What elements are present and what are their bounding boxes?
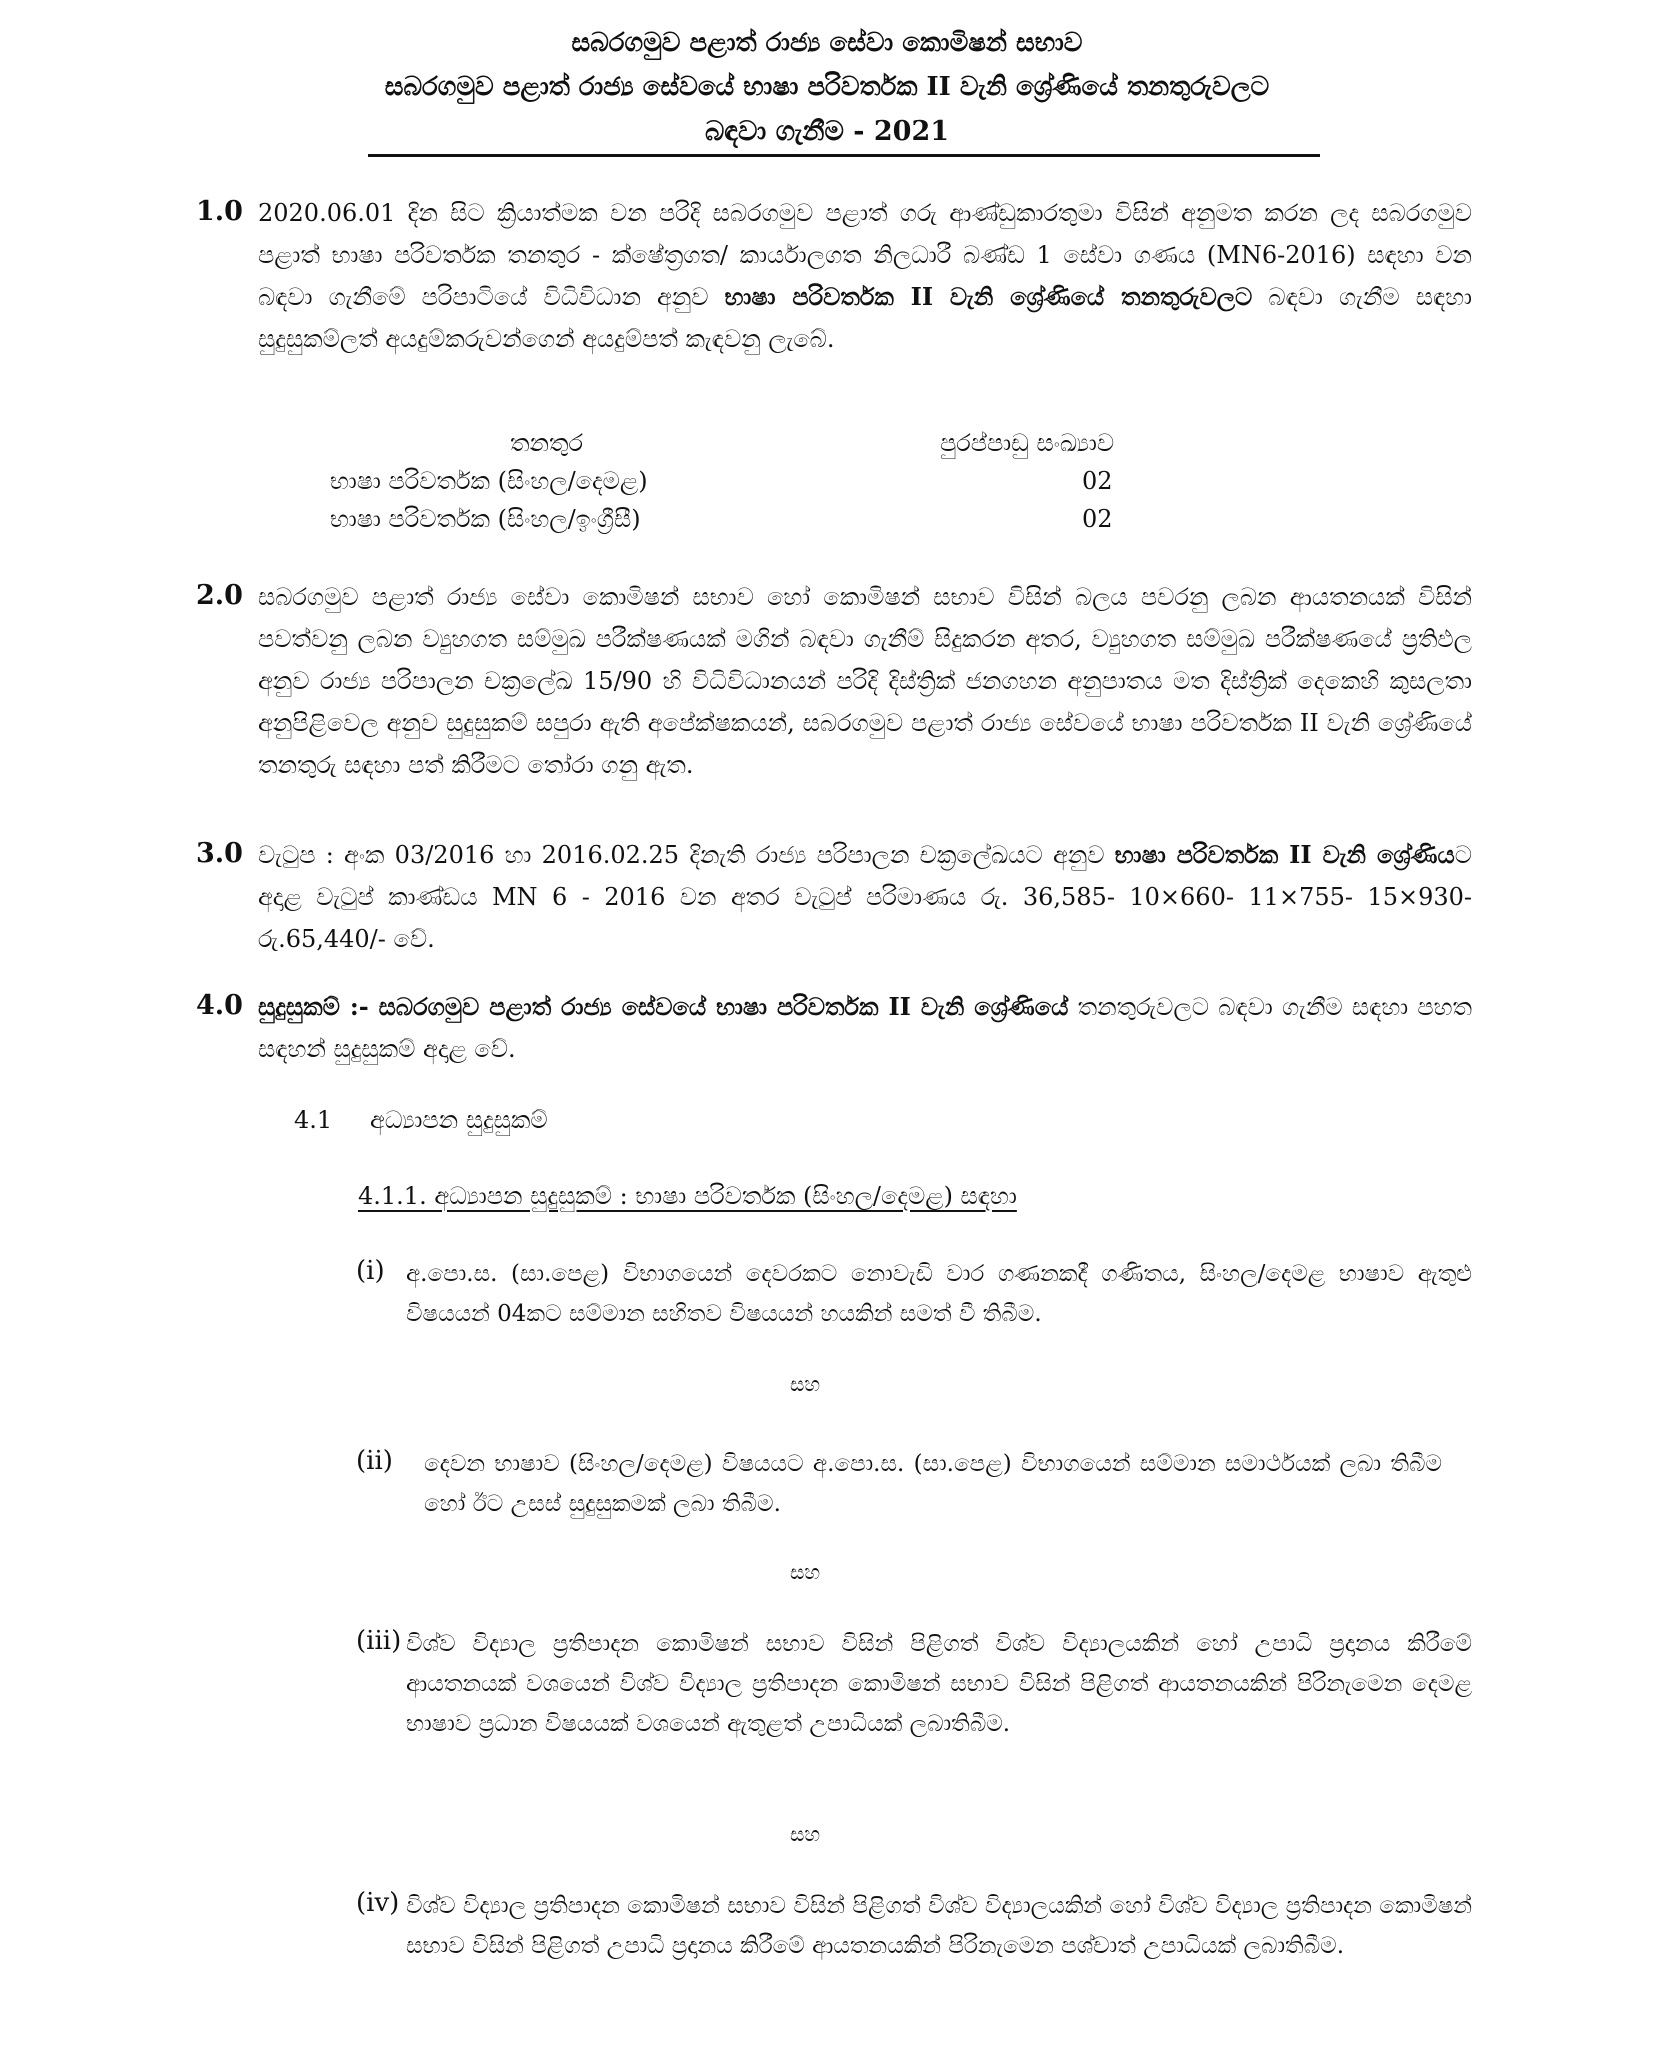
header-rule bbox=[368, 154, 1320, 157]
section-3-text-a: වැටුප : අංක 03/2016 හා 2016.02.25 දිනැති රාජ්‍ය පරිපාලන චක්‍රලේඛයට අනුව bbox=[258, 841, 1115, 869]
section-3-text bbox=[258, 834, 1472, 960]
conjunction-saha-1: සහ bbox=[790, 1372, 821, 1396]
section-4-text-b: තනතුරුවලට බඳවා ගැනීම සඳහා පහත සඳහන් සුදුසුකම් අදාළ වේ. bbox=[258, 993, 1472, 1063]
section-1-text-bold: භාෂා පරිවර්තක II වැනි ශ්‍රේණියේ තනතුරුවලට bbox=[724, 282, 1253, 311]
header-recruitment-year: බඳවා ගැනීම - 2021 bbox=[704, 116, 950, 147]
section-4-text bbox=[258, 986, 1472, 1070]
posts-table-row-2-post: භාෂා පරිවර්තක (සිංහල/ඉංග්‍රීසී) bbox=[330, 505, 641, 533]
subsection-4-1-title: අධ්‍යාපන සුදුසුකම් bbox=[370, 1106, 548, 1134]
posts-table-header-vacancies: පුරප්පාඩු සංඛ්‍යාව bbox=[940, 429, 1115, 457]
section-3-text-bold: භාෂා පරිවර්තක II වැනි ශ්‍රේණිය bbox=[1114, 840, 1455, 869]
section-1-text-a: 2020.06.01 දින සිට ක්‍රියාත්මක වන පරිදි සබරගමුව පළාත් ගරු ආණ්ඩුකාරතුමා විසින් අනුමත කරන ලද සබරගමුව පළාත් භාෂා පරිවර්තක තනතුර - ක්ෂේත්‍රගත/ කාර්යාලගත නිලධාරී බණ්ඩ 1 සේවා ගණය (MN6-2016) සඳහා වන බඳවා ගැනීමේ පරිපාටියේ විධිවිධාන අනුව bbox=[258, 199, 1472, 311]
subsection-4-1-number: 4.1 bbox=[294, 1106, 333, 1134]
item-ii-text: දෙවන භාෂාව (සිංහල/දෙමළ) විෂයයට අ.පො.ස. (සා.පෙළ) විභාගයෙන් සම්මාන සමාර්ථයක් ලබා තිබීම හෝ ඊට උසස් සුදුසුකමක් ලබා තිබීම. bbox=[424, 1451, 1442, 1517]
conjunction-saha-3: සහ bbox=[790, 1822, 821, 1846]
posts-table-header-post: තනතුර bbox=[510, 429, 583, 457]
section-2-number: 2.0 bbox=[196, 580, 243, 611]
header-post-title: සබරගමුව පළාත් රාජ්‍ය සේවයේ භාෂා පරිවර්තක II වැනි ශ්‍රේණියේ තනතුරුවලට bbox=[384, 72, 1270, 102]
item-iii-number: (iii) bbox=[356, 1626, 402, 1656]
section-4-text-bold: සුදුසුකම් :- සබරගමුව පළාත් රාජ්‍ය සේවයේ භාෂා පරිවර්තක II වැනි ශ්‍රේණියේ bbox=[258, 992, 1069, 1021]
subsection-4-1-1-heading: 4.1.1. අධ්‍යාපන සුදුසුකම් : භාෂා පරිවර්තක (සිංහල/දෙමළ) සඳහා bbox=[358, 1182, 1017, 1210]
item-i-number: (i) bbox=[356, 1256, 385, 1286]
section-2-text: සබරගමුව පළාත් රාජ්‍ය සේවා කොමිෂන් සභාව හෝ කොමිෂන් සභාව විසින් බලය පවරනු ලබන ආයතනයක් විසින් පවත්වනු ලබන ව්‍යුහගත සම්මුඛ පරීක්ෂණයක් මගින් බඳවා ගැනීම් සිදුකරන අතර, ව්‍යුහගත සම්මුඛ පරීක්ෂණයේ ප්‍රතිඵල අනුව රාජ්‍ය පරිපාලන චක්‍රලේඛ 15/90 හි විධිවිධානයන් පරිදි දිස්ත්‍රික් ජනගහන අනුපාතය මත දිස්ත්‍රික් දෙකෙහි කුසලතා අනුපිළිවෙල අනුව සුදුසුකම් සපුරා ඇති අපේක්ෂකයන්, සබරගමුව පළාත් රාජ්‍ය සේවයේ භාෂා පරිවර්තක II වැනි ශ්‍රේණියේ තනතුරු සඳහා පත් කිරීමට තෝරා ගනු ඇත. bbox=[258, 583, 1472, 779]
section-1-number: 1.0 bbox=[196, 196, 243, 227]
posts-table-row-1-post: භාෂා පරිවර්තක (සිංහල/දෙමළ) bbox=[330, 467, 648, 495]
header-commission-name: සබරගමුව පළාත් රාජ්‍ය සේවා කොමිෂන් සභාව bbox=[571, 28, 1083, 58]
posts-table-row-1-count: 02 bbox=[1082, 467, 1113, 495]
posts-table-row-2-count: 02 bbox=[1082, 505, 1113, 533]
section-3-text-b: ට අදාළ වැටුප් කාණ්ඩය MN 6 - 2016 වන අතර වැටුප් පරිමාණය රු. 36,585- 10×660- 11×755- 15×930- රු.65,440/- වේ. bbox=[258, 841, 1472, 953]
section-1-text bbox=[258, 192, 1472, 360]
conjunction-saha-2: සහ bbox=[790, 1560, 821, 1584]
item-i-text: අ.පො.ස. (සා.පෙළ) විභාගයෙන් දෙවරකට නොවැඩි වාර ගණනකදී ගණිතය, සිංහල/දෙමළ භාෂාව ඇතුළු විෂයයන් 04කට සම්මාන සහිතව විෂයයන් හයකින් සමත් වී තිබීම. bbox=[406, 1261, 1472, 1327]
item-iv-number: (iv) bbox=[356, 1888, 400, 1918]
section-4-number: 4.0 bbox=[196, 990, 243, 1021]
section-3-number: 3.0 bbox=[196, 838, 243, 869]
item-iii-text: විශ්ව විද්‍යාල ප්‍රතිපාදන කොමිෂන් සභාව විසින් පිළිගත් විශ්ව විද්‍යාලයකින් හෝ උපාධි ප්‍රදානය කිරීමේ ආයතනයක් වශයෙන් විශ්ව විද්‍යාල ප්‍රතිපාදන කොමිෂන් සභාව විසින් පිළිගත් ආයතනයකින් පිරිනැමෙන දෙමළ භාෂාව ප්‍රධාන විෂයයක් වශයෙන් ඇතුළත් උපාධියක් ලබාතිබීම. bbox=[406, 1631, 1472, 1737]
section-1-text-b: බඳවා ගැනීම සඳහා සුදුසුකම්ලත් අයදුම්කරුවන්ගෙන් අයදුම්පත් කැඳවනු ලැබේ. bbox=[258, 283, 1472, 353]
item-ii-number: (ii) bbox=[356, 1446, 393, 1476]
item-iv-text: විශ්ව විද්‍යාල ප්‍රතිපාදන කොමිෂන් සභාව විසින් පිළිගත් විශ්ව විද්‍යාලයකින් හෝ විශ්ව විද්‍යාල ප්‍රතිපාදන කොමිෂන් සභාව විසින් පිළිගත් උපාධි ප්‍රදානය කිරීමේ ආයතනයකින් පිරිනැමෙන පශ්චාත් උපාධියක් ලබාතිබීම. bbox=[406, 1893, 1472, 1959]
